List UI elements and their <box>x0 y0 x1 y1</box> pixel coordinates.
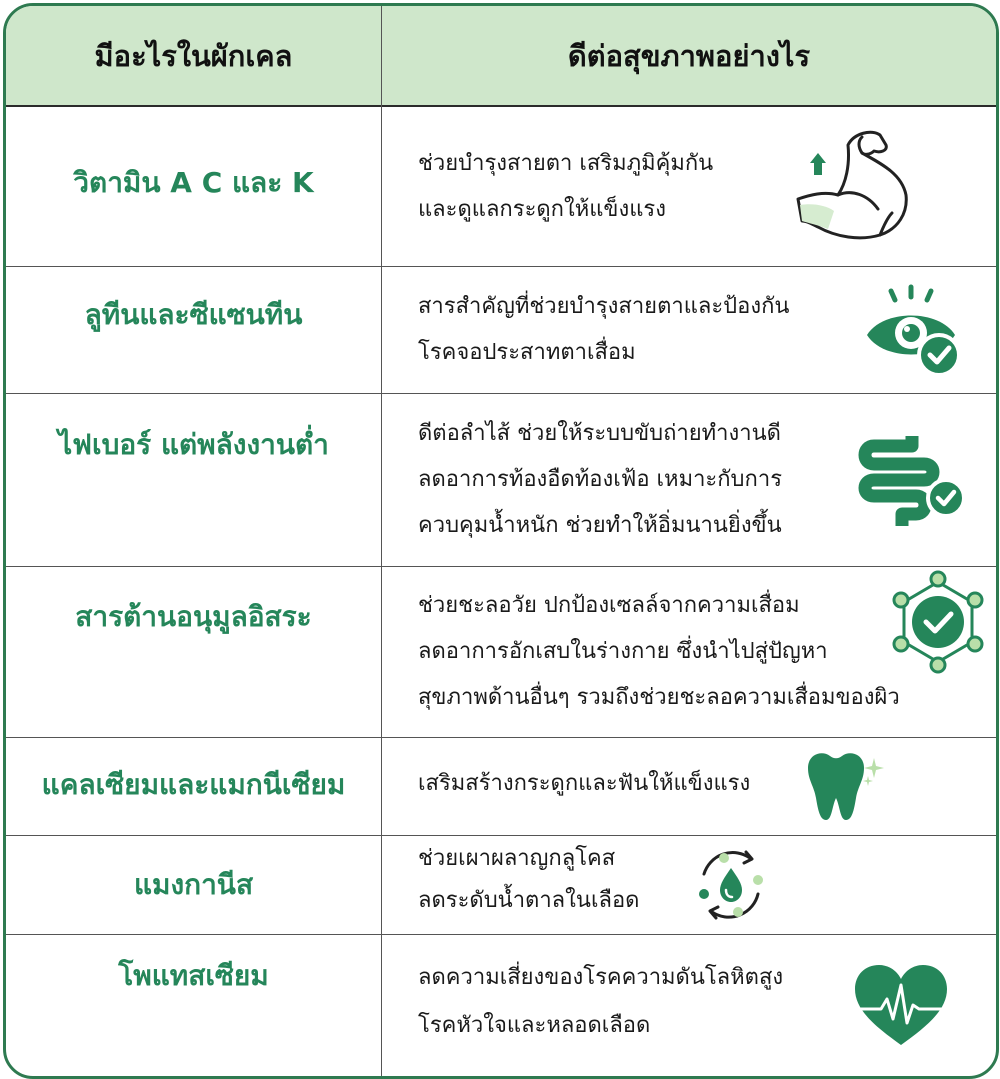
eye-check-icon <box>863 283 963 379</box>
muscle-arm-icon <box>788 125 928 245</box>
table-row <box>6 738 996 836</box>
benefit-line: โรคหัวใจและหลอดเลือด <box>418 1012 651 1038</box>
nutrient-name: โพแทสเซียม <box>118 958 269 992</box>
antioxidant-cell-icon <box>886 570 990 674</box>
benefit-text <box>418 836 639 934</box>
benefit-line: ลดความเสี่ยงของโรคความดันโลหิตสูง <box>418 964 784 990</box>
benefit-line: ช่วยบำรุงสายตา เสริมภูมิคุ้มกัน <box>418 150 714 176</box>
header-benefit: ดีต่อสุขภาพอย่างไร <box>567 38 811 73</box>
nutrient-name: แคลเซียมและแมกนีเซียม <box>41 767 346 801</box>
table-row <box>6 567 996 738</box>
table-row <box>6 836 996 935</box>
benefit-line: ควบคุมน้ำหนัก ช่วยทำให้อิ่มนานยิ่งขึ้น <box>418 513 782 538</box>
benefit-text <box>418 394 782 566</box>
tooth-sparkle-icon <box>804 750 888 822</box>
benefit-line: สารสำคัญที่ช่วยบำรุงสายตาและป้องกัน <box>418 294 790 319</box>
benefit-line: ช่วยชะลอวัย ปกป้องเซลล์จากความเสื่อม <box>418 593 800 618</box>
column-divider <box>381 6 382 1076</box>
header-nutrient: มีอะไรในผักเคล <box>94 38 293 73</box>
benefit-line: ช่วยเผาผลาญกลูโคส <box>418 846 616 871</box>
benefit-line: สุขภาพด้านอื่นๆ รวมถึงช่วยชะลอความเสื่อมของผิว <box>418 685 900 710</box>
table-header <box>6 6 996 107</box>
table-row <box>6 935 996 1077</box>
benefit-line: เสริมสร้างกระดูกและฟันให้แข็งแรง <box>418 770 751 796</box>
benefit-line: โรคจอประสาทตาเสื่อม <box>418 340 636 365</box>
nutrient-name: ลูทีนและซีแซนทีน <box>84 298 303 331</box>
benefit-line: และดูแลกระดูกให้แข็งแรง <box>418 196 666 222</box>
benefit-line: ลดอาการอักเสบในร่างกาย ซึ่งนำไปสู่ปัญหา <box>418 639 828 664</box>
nutrient-name: สารต้านอนุมูลอิสระ <box>75 600 312 633</box>
heart-pulse-icon <box>853 963 949 1049</box>
table-row <box>6 267 996 394</box>
nutrient-name: วิตามิน A C และ K <box>73 165 314 199</box>
intestine-check-icon <box>854 432 966 532</box>
table-row <box>6 107 996 267</box>
nutrient-name: ไฟเบอร์ แต่พลังงานต่ำ <box>58 428 329 461</box>
benefit-text <box>418 738 750 835</box>
benefit-text <box>418 935 783 1076</box>
benefit-line: ลดระดับน้ำตาลในเลือด <box>418 888 640 913</box>
nutrition-table <box>3 3 999 1079</box>
benefit-line: ดีต่อลำไส้ ช่วยให้ระบบขับถ่ายทำงานดี <box>418 421 781 446</box>
benefit-text <box>418 267 789 393</box>
benefit-text <box>418 567 900 737</box>
glucose-cycle-icon <box>690 844 772 926</box>
table-row <box>6 394 996 567</box>
benefit-text <box>418 107 713 266</box>
benefit-line: ลดอาการท้องอืดท้องเฟ้อ เหมาะกับการ <box>418 467 783 492</box>
nutrient-name: แมงกานีส <box>133 868 254 901</box>
